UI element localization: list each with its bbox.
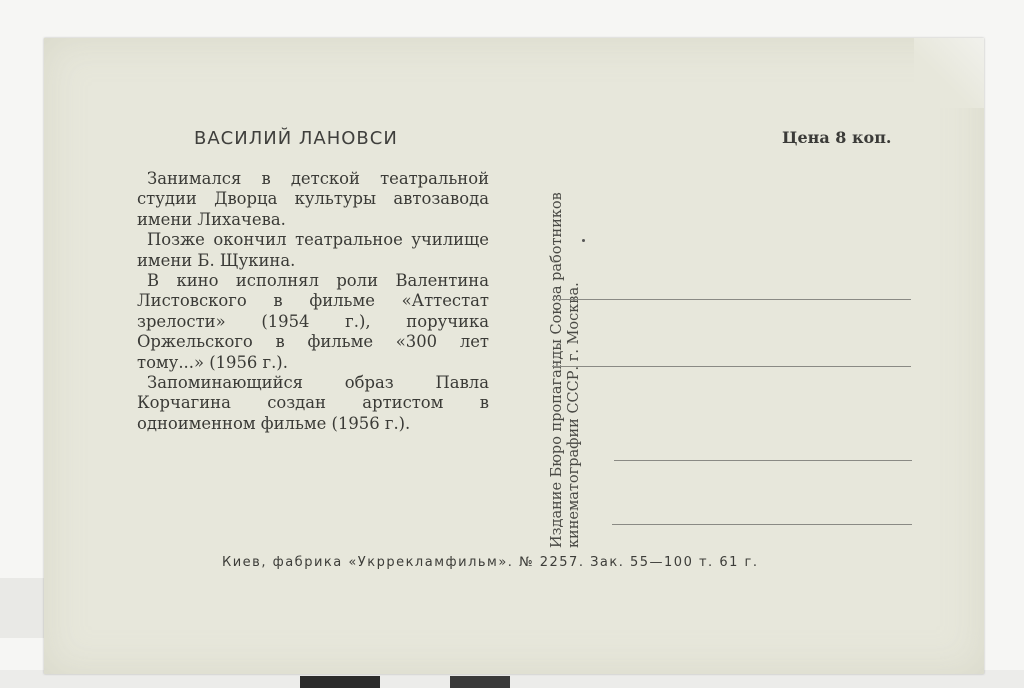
publisher-line: кинематографии СССР. г. Москва. bbox=[566, 282, 582, 548]
address-line bbox=[614, 460, 912, 461]
biography-text bbox=[137, 169, 489, 434]
background-edge-left bbox=[0, 578, 44, 638]
publisher-note-vertical bbox=[549, 192, 583, 548]
price-label: Цена 8 коп. bbox=[782, 128, 892, 147]
worn-corner bbox=[914, 38, 984, 108]
address-line bbox=[552, 299, 911, 300]
address-line bbox=[612, 524, 912, 525]
bio-paragraph: Запоминающийся образ Павла Корчагина создан артистом в одноименном фильме (1956 г.). bbox=[137, 373, 489, 433]
ink-speck bbox=[582, 239, 585, 242]
actor-name-title: ВАСИЛИЙ ЛАНОВСИ bbox=[194, 128, 398, 149]
background-dark-patch bbox=[300, 676, 380, 688]
bio-paragraph: В кино исполнял роли Валентина Листовского в фильме «Аттестат зрелости» (1954 г.), поручика Оржельского в фильме «300 лет тому...» (1956 г.). bbox=[137, 271, 489, 372]
printer-imprint: Киев, фабрика «Укррекламфильм». № 2257. Зак. 55—100 т. 61 г. bbox=[222, 555, 759, 570]
address-line bbox=[552, 366, 911, 367]
bio-paragraph: Занимался в детской театральной студии Дворца культуры автозавода имени Лихачева. bbox=[137, 169, 489, 229]
postcard-back bbox=[44, 38, 984, 674]
publisher-line: Издание Бюро пропаганды Союза работников bbox=[549, 192, 565, 548]
background-dark-patch bbox=[450, 676, 510, 688]
bio-paragraph: Позже окончил театральное училище имени Б. Щукина. bbox=[137, 230, 489, 270]
